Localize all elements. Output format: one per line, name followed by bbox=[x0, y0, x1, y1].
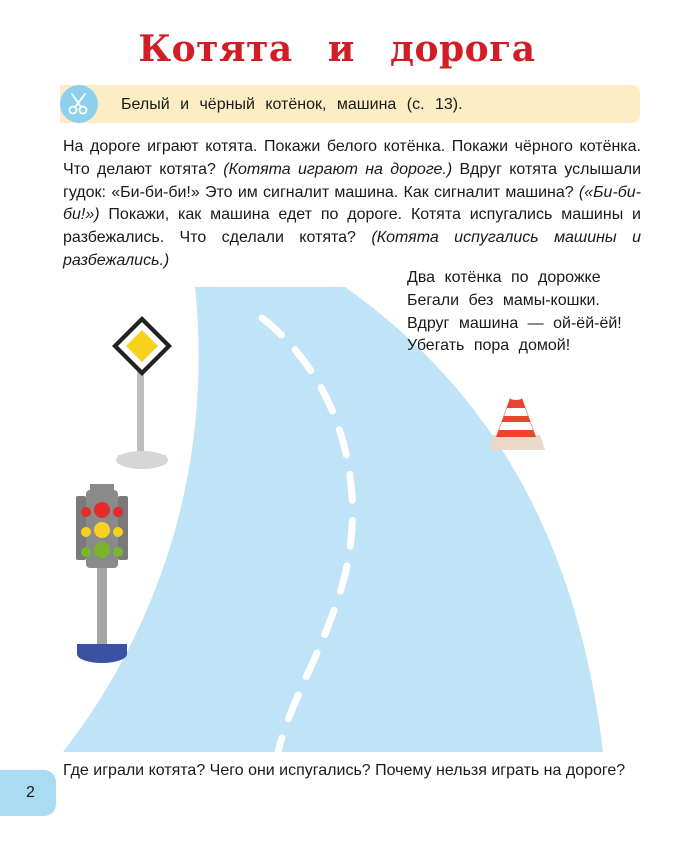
poem-line: Вдруг машина — ой-ёй-ёй! bbox=[407, 314, 622, 332]
question-text: Где играли котята? Чего они испугались? Почему нельзя играть на дороге? bbox=[63, 762, 626, 779]
answer-3: (Котята испугались машины и разбежались.) bbox=[63, 229, 642, 269]
poem bbox=[407, 267, 647, 358]
intro-text-3: Покажи, как машина едет по дороге. Котята испугались машины и разбежались. Что сделали котята? bbox=[63, 206, 641, 247]
materials-text: Белый и чёрный котёнок, машина (с. 13). bbox=[121, 96, 463, 113]
intro-text-1: На дороге играют котята. Покажи белого котёнка. Покажи чёрного котёнка. Что делают котята? bbox=[63, 138, 641, 178]
page-number: 2 bbox=[26, 784, 35, 801]
traffic-light bbox=[76, 484, 128, 663]
poem-line: Бегали без мамы-кошки. bbox=[407, 291, 600, 309]
poem-line: Убегать пора домой! bbox=[407, 337, 571, 355]
answer-1: (Котята играют на дороге.) bbox=[223, 160, 453, 178]
poem-line: Два котёнка по дорожке bbox=[407, 269, 601, 286]
traffic-cone bbox=[490, 396, 545, 450]
intro-text-2: Вдруг котята услышали гудок: «Би-би-би!» Это им сигналит машина. Как сигналит машина? bbox=[63, 160, 642, 201]
priority-road-sign bbox=[112, 316, 172, 469]
answer-2: («Би-би-би!») bbox=[63, 183, 641, 224]
page-title: Котята и дорога bbox=[138, 28, 536, 70]
